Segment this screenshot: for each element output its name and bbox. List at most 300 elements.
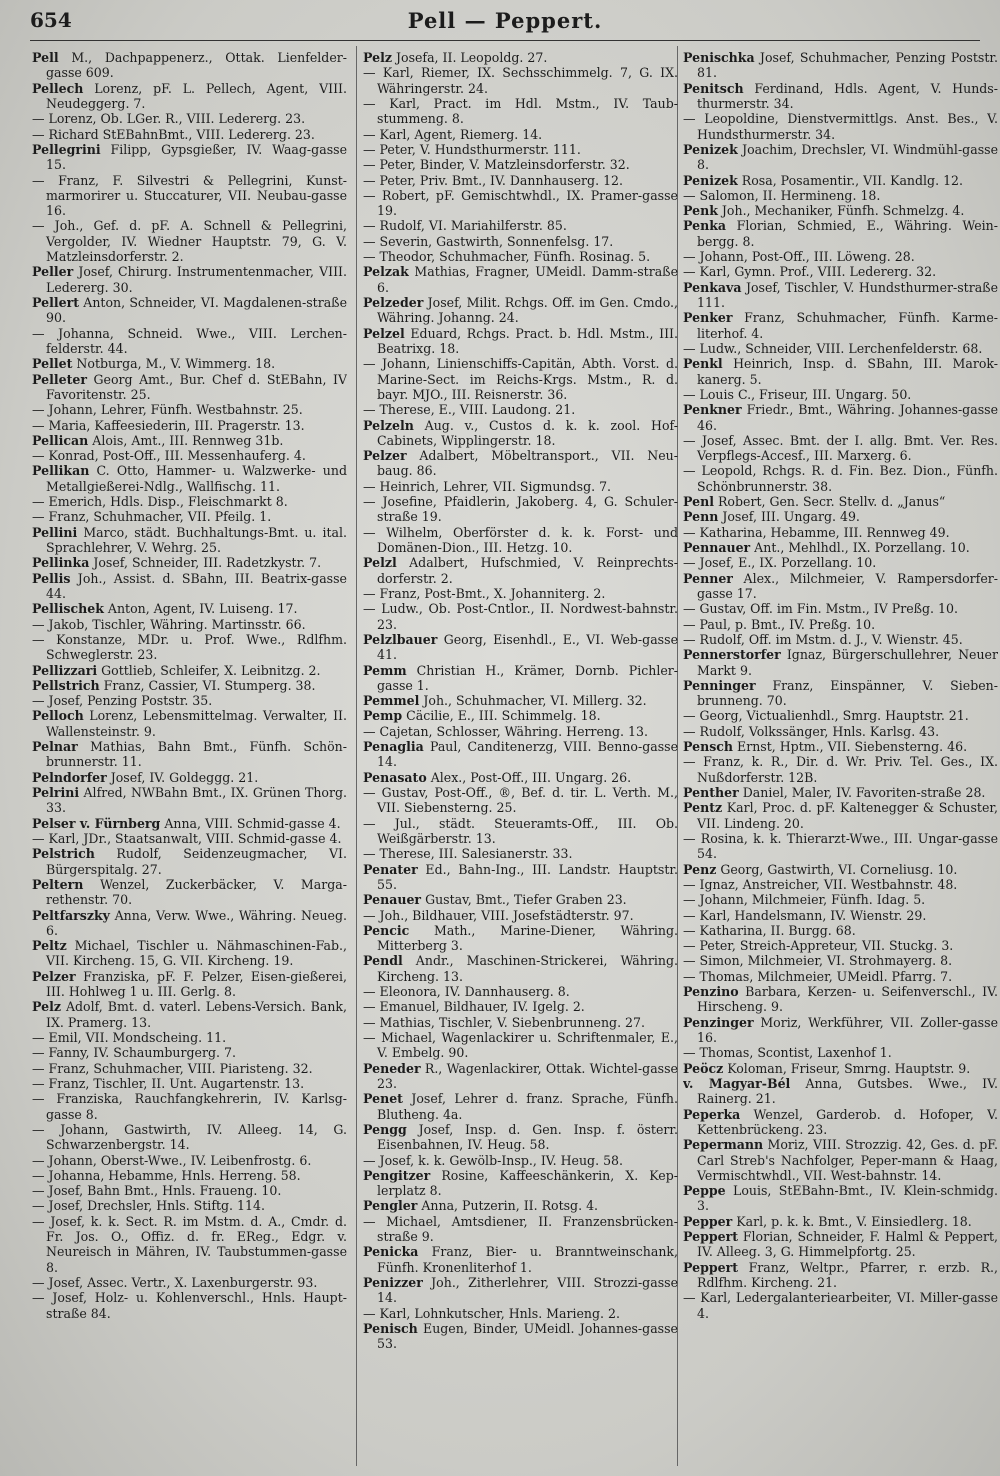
entry-details: Florian, Schmied, E., Währing. Wein-bergg. 8. (697, 218, 998, 249)
entry-surname: Penka (683, 218, 727, 234)
entry-details: Louis, StEBahn-Bmt., IV. Klein-schmidg. 3. (697, 1183, 998, 1214)
entry-details: — Wilhelm, Oberförster d. k. k. Forst- und Domänen-Dion., III. Hetzg. 10. (363, 524, 678, 555)
entry-details: — Louis C., Friseur, III. Ungarg. 50. (683, 386, 912, 402)
directory-entry (363, 1061, 678, 1092)
entry-details: Wenzel, Zuckerbäcker, V. Marga-rethenstr. 70. (46, 876, 347, 908)
entry-surname: Pellstrich (32, 677, 100, 693)
directory-entry (32, 678, 347, 693)
entry-details: — Johann, Lehrer, Fünfh. Westbahnstr. 25. (32, 402, 303, 418)
entry-surname: Pellizzari (32, 662, 98, 678)
directory-entry (683, 494, 998, 509)
entry-surname: Pendl (363, 953, 403, 969)
entry-surname: Pepper (683, 1213, 733, 1229)
directory-entry (363, 739, 678, 770)
directory-entry (683, 218, 998, 249)
entry-surname: Peller (32, 264, 74, 280)
entry-details: Rosa, Posamentir., VII. Kandlg. 12. (741, 172, 964, 188)
entry-details: — Eleonora, IV. Dannhauserg. 8. (363, 984, 570, 1000)
directory-entry (32, 969, 347, 1000)
directory-entry (363, 1015, 678, 1030)
entry-details: Adalbert, Möbeltransport., VII. Neu-baug. 86. (377, 448, 678, 479)
entry-details: Josef, Insp. d. Gen. Insp. f. österr. Eisenbahnen, IV. Heug. 58. (377, 1121, 678, 1153)
entry-details: Joh., Assist. d. SBahn, III. Beatrix-gasse 44. (46, 570, 347, 601)
entry-details: — Robert, pF. Gemischtwhdl., IX. Pramer-gasse 19. (363, 187, 678, 219)
entry-details: — Josef, Bahn Bmt., Hnls. Fraueng. 10. (32, 1183, 282, 1199)
directory-entry (683, 203, 998, 218)
directory-entry (32, 1168, 347, 1183)
entry-surname: Pelzak (363, 264, 409, 280)
page-title: Pell — Peppert. (407, 8, 603, 33)
directory-entry (683, 1260, 998, 1291)
directory-entry (32, 571, 347, 602)
entry-details: — Emil, VII. Mondscheing. 11. (32, 1030, 227, 1045)
entry-details: — Karl, Riemer, IX. Sechsschimmelg. 7, G. IX. Währingerstr. 24. (363, 65, 678, 96)
entry-details: — Franz, Tischler, II. Unt. Augartenstr. 13. (32, 1075, 305, 1091)
entry-details: Moriz, VIII. Strozzig. 42, Ges. d. pF. Carl Streb's Nachfolger, Peper-mann & Haag, Vermischtwhdl., VII. West-bahnstr. 14. (697, 1137, 998, 1183)
entry-details: — Michael, Amtsdiener, II. Franzensbrücken-straße 9. (363, 1213, 678, 1245)
entry-details: Josef, Tischler, V. Hundsthurmer-straße 111. (697, 279, 998, 310)
entry-details: — Peter, Streich-Appreteur, VII. Stuckg. 3. (683, 938, 954, 954)
directory-entry (683, 601, 998, 616)
directory-entry (363, 479, 678, 494)
entry-details: — Katharina, Hebamme, III. Rennweg 49. (683, 524, 950, 540)
directory-entry (363, 326, 678, 357)
entry-details: — Karl, Lohnkutscher, Hnls. Marieng. 2. (363, 1305, 620, 1321)
directory-entry (363, 708, 678, 723)
directory-entry (683, 249, 998, 264)
column-1 (32, 50, 347, 1321)
entry-surname: Penzino (683, 984, 739, 1000)
entry-details: Mathias, Fragner, UMeidl. Damm-straße 6. (377, 264, 678, 295)
directory-entry (32, 127, 347, 142)
directory-entry (363, 555, 678, 586)
entry-surname: Peperka (683, 1106, 741, 1122)
directory-entry (32, 50, 347, 81)
entry-surname: Peppert (683, 1259, 739, 1275)
directory-entry (32, 402, 347, 417)
entry-details: — Franz, Schuhmacher, VIII. Piaristeng. 32. (32, 1060, 313, 1076)
entry-details: Wenzel, Garderob. d. Hofoper, V. Kettenbrückeng. 23. (697, 1106, 998, 1137)
entry-surname: Pengg (363, 1121, 407, 1137)
directory-entry (683, 571, 998, 602)
entry-surname: Pell (32, 50, 59, 65)
directory-entry (363, 1214, 678, 1245)
entry-details: — Karl, JDr., Staatsanwalt, VIII. Schmid-gasse 4. (32, 830, 342, 846)
directory-entry (683, 555, 998, 570)
entry-details: — Karl, Handelsmann, IV. Wienstr. 29. (683, 907, 927, 923)
directory-entry (32, 708, 347, 739)
entry-details: — Joh., Gef. d. pF. A. Schnell & Pellegrini, Vergolder, IV. Wiedner Hauptstr. 79, G. V. Matzleinsdorferstr. 2. (32, 218, 347, 265)
entry-details: — Johann, Linienschiffs-Capitän, Abth. Vorst. d. Marine-Sect. im Reichs-Krgs. Mstm., R. d. bayr. MJO., III. Reisnerstr. 36. (363, 356, 678, 402)
directory-entry (683, 188, 998, 203)
directory-entry (32, 632, 347, 663)
entry-details: M., Dachpappenerz., Ottak. Lienfelder-gasse 609. (46, 50, 347, 81)
entry-details: Lorenz, Lebensmittelmag. Verwalter, II. Wallensteinstr. 9. (46, 708, 347, 739)
entry-surname: Pelnar (32, 739, 78, 755)
entry-surname: Pensch (683, 739, 734, 755)
entry-details: — Jakob, Tischler, Währing. Martinsstr. 66. (32, 616, 306, 632)
entry-surname: Pelzeder (363, 295, 424, 310)
entry-details: Franz, Weltpr., Pfarrer, r. erzb. R., Rdlfhm. Kircheng. 21. (697, 1259, 998, 1290)
entry-surname: Pelzl (363, 555, 397, 571)
directory-entry (683, 173, 998, 188)
entry-surname: Penater (363, 861, 418, 877)
entry-details: — Gustav, Off. im Fin. Mstm., IV Preßg. 10. (683, 601, 958, 617)
directory-entry (363, 1306, 678, 1321)
entry-details: Alois, Amt., III. Rennweg 31b. (92, 432, 284, 448)
directory-entry (32, 356, 347, 371)
entry-details: Franziska, pF. F. Pelzer, Eisen-gießerei, III. Hohlweg 1 u. III. Gerlg. 8. (46, 968, 347, 1000)
entry-details: — Jul., städt. Steueramts-Off., III. Ob. Weißgärberstr. 13. (363, 815, 678, 846)
directory-entry (363, 494, 678, 525)
entry-surname: Peltfarszky (32, 907, 110, 923)
entry-surname: Pennauer (683, 540, 751, 555)
entry-details: Joachim, Drechsler, VI. Windmühl-gasse 8. (697, 141, 998, 173)
entry-details: — Severin, Gastwirth, Sonnenfelsg. 17. (363, 233, 614, 249)
directory-entry (683, 908, 998, 923)
entry-details: Joh., Zitherlehrer, VIII. Strozzi-gasse 14. (377, 1275, 678, 1306)
entry-details: — Theodor, Schuhmacher, Fünfh. Rosinag. 5. (363, 249, 651, 265)
entry-details: — Johann, Milchmeier, Fünfh. Idag. 5. (683, 892, 926, 908)
entry-details: — Josef, E., IX. Porzellang. 10. (683, 555, 877, 571)
entry-surname: Penasato (363, 769, 427, 785)
entry-details: Anna, Putzerin, II. Rotsg. 4. (421, 1198, 599, 1214)
directory-entry (683, 892, 998, 907)
entry-surname: Pengitzer (363, 1167, 431, 1183)
entry-surname: Penaglia (363, 739, 424, 755)
entry-details: Koloman, Friseur, Smrng. Hauptstr. 9. (727, 1060, 971, 1076)
entry-details: — Fanny, IV. Schaumburgerg. 7. (32, 1045, 236, 1061)
directory-entry (363, 632, 678, 663)
directory-entry (363, 1275, 678, 1306)
entry-details: Math., Marine-Diener, Währing. Mitterberg 3. (377, 922, 678, 954)
directory-entry (32, 81, 347, 112)
directory-entry (32, 1198, 347, 1213)
entry-details: Josef, Lehrer d. franz. Sprache, Fünfh. Blutheng. 4a. (377, 1091, 678, 1122)
directory-entry (363, 1153, 678, 1168)
entry-surname: Pelzer (363, 448, 407, 464)
entry-details: — Lorenz, Ob. LGer. R., VIII. Ledererg. 23. (32, 111, 306, 127)
directory-entry (363, 402, 678, 417)
entry-details: — Richard StEBahnBmt., VIII. Ledererg. 23. (32, 126, 315, 142)
directory-entry (363, 1244, 678, 1275)
directory-entry (32, 938, 347, 969)
entry-details: R., Wagenlackirer, Ottak. Wichtel-gasse 23. (377, 1060, 678, 1091)
directory-entry (363, 999, 678, 1014)
directory-entry (32, 908, 347, 939)
directory-entry (32, 1076, 347, 1091)
entry-surname: Pepermann (683, 1137, 764, 1153)
directory-entry (363, 984, 678, 999)
entry-details: Joh., Schuhmacher, VI. Millerg. 32. (423, 693, 647, 709)
entry-surname: Pennerstorfer (683, 647, 781, 663)
entry-details: — Michael, Wagenlackirer u. Schriftenmaler, E., V. Embelg. 90. (363, 1030, 678, 1061)
entry-surname: Penizek (683, 172, 738, 188)
directory-entry (683, 923, 998, 938)
entry-details: Alfred, NWBahn Bmt., IX. Grünen Thorg. 33. (46, 785, 347, 816)
directory-entry (363, 50, 678, 65)
directory-entry (363, 295, 678, 326)
directory-entry (683, 984, 998, 1015)
directory-entry (683, 724, 998, 739)
entry-details: — Katharina, II. Burgg. 68. (683, 922, 856, 938)
entry-details: Georg, Gastwirth, VI. Corneliusg. 10. (720, 861, 958, 877)
entry-surname: Pentz (683, 800, 723, 816)
directory-entry (683, 953, 998, 968)
entry-surname: v. Magyar-Bél (683, 1075, 791, 1091)
entry-details: — Gustav, Post-Off., ®, Bef. d. tir. L. Verth. M., VII. Siebensterng. 25. (363, 785, 678, 816)
entry-details: Josef, IV. Goldeggg. 21. (110, 769, 259, 785)
directory-entry (32, 295, 347, 326)
entry-surname: Pelloch (32, 708, 84, 724)
directory-entry (32, 1030, 347, 1045)
entry-details: Andr., Maschinen-Strickerei, Währing. Kircheng. 13. (377, 953, 678, 984)
entry-details: — Josef, Assec. Vertr., X. Laxenburgerstr. 93. (32, 1275, 318, 1290)
entry-details: — Franziska, Rauchfangkehrerin, IV. Karlsg-gasse 8. (32, 1091, 347, 1122)
directory-entry (363, 264, 678, 295)
directory-entry (363, 846, 678, 861)
entry-details: — Mathias, Tischler, V. Siebenbrunneng. 27. (363, 1014, 646, 1030)
directory-entry (363, 234, 678, 249)
entry-details: Eduard, Rchgs. Pract. b. Hdl. Mstm., III. Beatrixg. 18. (377, 325, 678, 356)
entry-surname: Pelz (363, 50, 392, 65)
entry-surname: Penauer (363, 892, 422, 908)
entry-surname: Peltern (32, 876, 84, 892)
directory-entry (32, 326, 347, 357)
directory-entry (683, 1107, 998, 1138)
directory-entry (363, 173, 678, 188)
entry-surname: Penkl (683, 356, 723, 372)
directory-entry (363, 188, 678, 219)
entry-details: — Franz, Schuhmacher, VII. Pfeilg. 1. (32, 509, 272, 525)
entry-details: Josef, Milit. Rchgs. Off. im Gen. Cmdo., Währing. Johanng. 24. (377, 295, 678, 326)
directory-entry (683, 356, 998, 387)
directory-entry (363, 1030, 678, 1061)
entry-details: Gustav, Bmt., Tiefer Graben 23. (425, 892, 627, 908)
entry-surname: Pellican (32, 432, 89, 448)
entry-surname: Pelz (32, 999, 61, 1015)
directory-entry (363, 816, 678, 847)
entry-details: Friedr., Bmt., Währing. Johannes-gasse 46. (697, 402, 998, 433)
entry-surname: Penet (363, 1091, 403, 1107)
entry-surname: Pelleter (32, 371, 87, 387)
entry-details: Ignaz, Bürgerschullehrer, Neuer Markt 9. (697, 647, 998, 678)
entry-details: Adolf, Bmt. d. vaterl. Lebens-Versich. Bank, IX. Pramerg. 13. (46, 999, 347, 1030)
entry-details: — Karl, Gymn. Prof., VIII. Ledererg. 32. (683, 264, 937, 280)
entry-details: — Paul, p. Bmt., IV. Preßg. 10. (683, 616, 876, 632)
directory-entry (363, 1321, 678, 1352)
entry-details: Barbara, Kerzen- u. Seifenverschl., IV. Hirscheng. 9. (697, 984, 998, 1015)
entry-details: Franz, Einspänner, V. Sieben-brunneng. 70. (697, 677, 998, 709)
directory-entry (32, 218, 347, 264)
entry-surname: Pengler (363, 1198, 418, 1214)
entry-surname: Pelser v. Fürnberg (32, 815, 161, 831)
entry-details: Christian H., Krämer, Dornb. Pichler-gasse 1. (377, 662, 678, 693)
column-divider (356, 46, 357, 1466)
entry-surname: Pelzel (363, 325, 405, 341)
entry-surname: Penischka (683, 50, 755, 65)
directory-entry (363, 693, 678, 708)
entry-details: — Franz, Post-Bmt., X. Johanniterg. 2. (363, 585, 606, 601)
entry-details: Marco, städt. Buchhaltungs-Bmt. u. ital. Sprachlehrer, V. Wehrg. 25. (46, 524, 347, 555)
directory-entry (363, 218, 678, 233)
entry-details: Franz, Schuhmacher, Fünfh. Karme-literhof. 4. (697, 310, 998, 341)
entry-details: Adalbert, Hufschmied, V. Reinprechts-dorferstr. 2. (377, 555, 678, 586)
directory-entry (683, 509, 998, 524)
entry-surname: Penzinger (683, 1014, 754, 1030)
directory-entry (363, 1091, 678, 1122)
entry-details: — Johanna, Hebamme, Hnls. Herreng. 58. (32, 1167, 301, 1183)
entry-details: — Josef, k. k. Sect. R. im Mstm. d. A., Cmdr. d. Fr. Jos. O., Offiz. d. fr. EReg., Edgr. v. Neureisch in Mähren, IV. Taubstummen-gasse 8. (32, 1213, 347, 1275)
directory-entry (683, 402, 998, 433)
entry-details: — Salomon, II. Hermineng. 18. (683, 187, 881, 203)
entry-details: Robert, Gen. Secr. Stellv. d. „Janus“ (717, 494, 946, 510)
entry-surname: Pelzer (32, 968, 76, 984)
directory-entry (32, 1091, 347, 1122)
directory-entry (683, 785, 998, 800)
directory-entry (363, 356, 678, 402)
directory-entry (32, 617, 347, 632)
directory-entry (363, 525, 678, 556)
directory-entry (683, 877, 998, 892)
entry-surname: Penitsch (683, 80, 744, 96)
entry-details: — Heinrich, Lehrer, VII. Sigmundsg. 7. (363, 478, 612, 494)
entry-details: Ferdinand, Hdls. Agent, V. Hunds-thurmerstr. 34. (697, 80, 998, 111)
entry-details: Rudolf, Seidenzeugmacher, VI. Bürgerspitalg. 27. (46, 846, 347, 877)
entry-details: — Cajetan, Schlosser, Währing. Herreng. 13. (363, 723, 648, 739)
entry-details: Franz, Cassier, VI. Stumperg. 38. (103, 677, 316, 693)
entry-details: — Simon, Milchmeier, VI. Strohmayerg. 8. (683, 953, 953, 969)
entry-surname: Pellikan (32, 463, 90, 479)
entry-details: Florian, Schneider, F. Halml & Peppert, IV. Alleeg. 3, G. Himmelpfortg. 25. (697, 1229, 998, 1260)
entry-surname: Pemp (363, 708, 403, 724)
entry-details: Moriz, Werkführer, VII. Zoller-gasse 16. (697, 1014, 998, 1045)
directory-entry (683, 708, 998, 723)
entry-details: Josef, Schuhmacher, Penzing Poststr. 81. (697, 50, 998, 81)
entry-surname: Pellech (32, 80, 84, 96)
entry-surname: Pencic (363, 922, 410, 938)
entry-surname: Pellischek (32, 601, 104, 617)
directory-entry (683, 831, 998, 862)
directory-entry (363, 785, 678, 816)
entry-details: — Josefine, Pfaidlerin, Jakoberg. 4, G. Schuler-straße 19. (363, 494, 678, 525)
entry-details: — Rudolf, Off. im Mstm. d. J., V. Wienstr. 45. (683, 631, 963, 647)
directory-entry (32, 601, 347, 616)
entry-details: Ed., Bahn-Ing., III. Landstr. Hauptstr. 55. (377, 861, 678, 892)
entry-details: — Johann, Oberst-Wwe., IV. Leibenfrostg. 6. (32, 1152, 312, 1168)
directory-entry (32, 816, 347, 831)
directory-entry (683, 1045, 998, 1060)
directory-entry (32, 1214, 347, 1275)
directory-entry (683, 1015, 998, 1046)
entry-details: — Josef, Drechsler, Hnls. Stiftg. 114. (32, 1198, 265, 1214)
entry-details: Paul, Canditenerzg, VIII. Benno-gasse 14. (377, 739, 678, 770)
directory-entry (32, 448, 347, 463)
entry-details: — Josef, Holz- u. Kohlenverschl., Hnls. Haupt-straße 84. (32, 1290, 347, 1321)
entry-surname: Penisch (363, 1320, 418, 1336)
entry-surname: Peppert (683, 1229, 739, 1245)
column-3 (683, 50, 998, 1321)
entry-details: — Peter, V. Hundsthurmerstr. 111. (363, 141, 581, 157)
directory-entry (363, 127, 678, 142)
entry-details: — Joh., Bildhauer, VIII. Josefstädterstr. 97. (363, 907, 634, 923)
directory-entry (32, 1290, 347, 1321)
directory-entry (32, 1045, 347, 1060)
entry-details: — Maria, Kaffeesiederin, III. Pragerstr. 13. (32, 417, 305, 433)
directory-entry (32, 1275, 347, 1290)
directory-entry (683, 280, 998, 311)
entry-surname: Pelrini (32, 785, 80, 800)
entry-details: Rosine, Kaffeeschänkerin, X. Kep-lerplatz 8. (377, 1167, 678, 1199)
entry-details: — Franz, k. R., Dir. d. Wr. Priv. Tel. Ges., IX. Nußdorferstr. 12B. (683, 754, 998, 785)
entry-details: Karl, p. k. k. Bmt., V. Einsiedlerg. 18. (736, 1213, 972, 1229)
directory-entry (683, 264, 998, 279)
entry-details: — Josef, Assec. Bmt. der I. allg. Bmt. Ver. Res. Verpflegs-Accesf., III. Marxerg. 6. (683, 432, 998, 464)
entry-details: Anna, VIII. Schmid-gasse 4. (164, 815, 341, 831)
entry-details: — Karl, Agent, Riemerg. 14. (363, 126, 543, 142)
directory-entry (683, 938, 998, 953)
entry-details: — Emerich, Hdls. Disp., Fleischmarkt 8. (32, 494, 288, 510)
entry-surname: Penner (683, 570, 733, 586)
directory-entry (32, 372, 347, 403)
entry-details: — Karl, Pract. im Hdl. Mstm., IV. Taub-stummeng. 8. (363, 95, 678, 127)
directory-entry (683, 1183, 998, 1214)
directory-entry (683, 617, 998, 632)
directory-entry (363, 601, 678, 632)
entry-details: Alex., Post-Off., III. Ungarg. 26. (430, 769, 632, 785)
entry-surname: Penizek (683, 141, 738, 157)
entry-details: — Johann, Gastwirth, IV. Alleeg. 14, G. Schwarzenbergstr. 14. (32, 1121, 347, 1153)
directory-entry (32, 1061, 347, 1076)
entry-details: Josef, Schneider, III. Radetzkystr. 7. (93, 555, 322, 571)
directory-entry (32, 1153, 347, 1168)
entry-surname: Penn (683, 509, 719, 525)
entry-details: — Leopold, Rchgs. R. d. Fin. Bez. Dion., Fünfh. Schönbrunnerstr. 38. (683, 463, 998, 494)
entry-details: — Rosina, k. k. Thierarzt-Wwe., III. Ungar-gasse 54. (683, 830, 998, 862)
entry-details: Anna, Gutsbes. Wwe., IV. Rainerg. 21. (697, 1075, 998, 1107)
directory-entry (363, 1168, 678, 1199)
entry-details: — Franz, F. Silvestri & Pellegrini, Kunst-marmorirer u. Stuccaturer, VII. Neubau-gasse 16. (32, 172, 347, 219)
entry-details: Michael, Tischler u. Nähmaschinen-Fab., VII. Kircheng. 15, G. VII. Kircheng. 19. (46, 938, 347, 969)
entry-surname: Penkava (683, 279, 742, 295)
directory-entry (683, 647, 998, 678)
entry-details: Aug. v., Custos d. k. k. zool. Hof-Cabinets, Wipplingerstr. 18. (377, 417, 678, 448)
directory-entry (363, 892, 678, 907)
entry-surname: Penther (683, 785, 739, 800)
directory-entry (32, 111, 347, 126)
directory-entry (363, 448, 678, 479)
directory-entry (32, 418, 347, 433)
directory-entry (363, 65, 678, 96)
entry-details: — Josef, k. k. Gewölb-Insp., IV. Heug. 58. (363, 1152, 624, 1168)
entry-surname: Pellis (32, 570, 71, 586)
entry-details: Anna, Verw. Wwe., Währing. Neueg. 6. (46, 907, 347, 938)
entry-details: — Josef, Penzing Poststr. 35. (32, 693, 213, 709)
entry-surname: Peneder (363, 1060, 421, 1076)
entry-details: — Ludw., Ob. Post-Cntlor., II. Nordwest-bahnstr. 23. (363, 601, 678, 632)
directory-entry (683, 1061, 998, 1076)
entry-details: — Thomas, Scontist, Laxenhof 1. (683, 1045, 892, 1061)
entry-details: — Rudolf, Volkssänger, Hnls. Karlsg. 43. (683, 723, 940, 739)
entry-details: — Ignaz, Anstreicher, VII. Westbahnstr. 48. (683, 876, 958, 892)
entry-surname: Pellegrini (32, 141, 101, 157)
entry-surname: Penninger (683, 677, 756, 693)
entry-details: — Johanna, Schneid. Wwe., VIII. Lerchen-felderstr. 44. (32, 325, 347, 356)
directory-entry (32, 433, 347, 448)
page-number: 654 (30, 8, 72, 32)
entry-details: Lorenz, pF. L. Pellech, Agent, VIII. Neudeggerg. 7. (46, 80, 347, 111)
directory-entry (683, 1214, 998, 1229)
